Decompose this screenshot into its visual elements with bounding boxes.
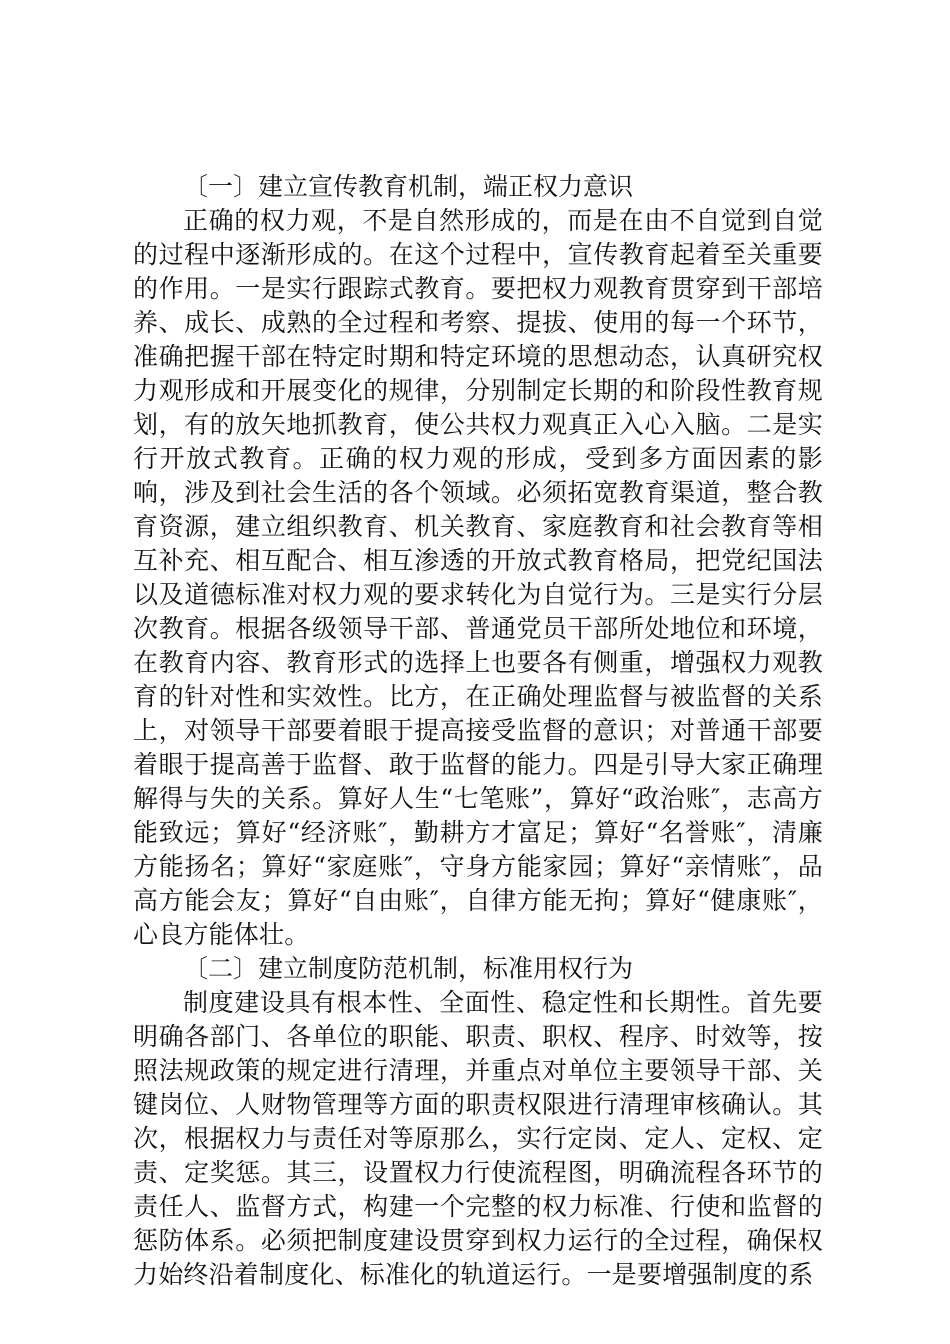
document-content: [133, 170, 823, 1292]
section-2-heading: 〔二〕建立制度防范机制，标准用权行为: [183, 954, 634, 983]
section-2-paragraph: 制度建设具有根本性、全面性、稳定性和长期性。首先要明确各部门、各单位的职能、职责、职权、程序、时效等，按照法规政策的规定进行清理，并重点对单位主要领导干部、关键岗位、人财物管理等方面的职责权限进行清理审核确认。其次，根据权力与责任对等原那么，实行定岗、定人、定权、定责、定奖惩。其三，设置权力行使流程图，明确流程各环节的责任人、监督方式，构建一个完整的权力标准、行使和监督的惩防体系。必须把制度建设贯穿到权力运行的全过程，确保权力始终沿着制度化、标准化的轨道运行。一是要增强制度的系: [133, 988, 823, 1289]
section-1-heading: 〔一〕建立宣传教育机制，端正权力意识: [183, 172, 634, 201]
section-1-paragraph: 正确的权力观，不是自然形成的，而是在由不自觉到自觉的过程中逐渐形成的。在这个过程中，宣传教育起着至关重要的作用。一是实行跟踪式教育。要把权力观教育贯穿到干部培养、成长、成熟的全过程和考察、提拔、使用的每一个环节，准确把握干部在特定时期和特定环境的思想动态，认真研究权力观形成和开展变化的规律，分别制定长期的和阶段性教育规划，有的放矢地抓教育，使公共权力观真正入心入脑。二是实行开放式教育。正确的权力观的形成，受到多方面因素的影响，涉及到社会生活的各个领域。必须拓宽教育渠道，整合教育资源，建立组织教育、机关教育、家庭教育和社会教育等相互补充、相互配合、相互渗透的开放式教育格局，把党纪国法以及道德标准对权力观的要求转化为自觉行为。三是实行分层次教育。根据各级领导干部、普通党员干部所处地位和环境，在教育内容、教育形式的选择上也要各有侧重，增强权力观教育的针对性和实效性。比方，在正确处理监督与被监督的关系上，对领导干部要着眼于提高接受监督的意识；对普通干部要着眼于提高善于监督、敢于监督的能力。四是引导大家正确理解得与失的关系。算好人生“七笔账”，算好“政治账″，志高方能致远；算好“经济账″，勤耕方才富足；算好“名誉账″，清廉方能扬名；算好“家庭账″，守身方能家园；算好“亲情账″，品高方能会友；算好“自由账″，自律方能无拘；算好“健康账″，心良方能体壮。: [133, 206, 823, 949]
